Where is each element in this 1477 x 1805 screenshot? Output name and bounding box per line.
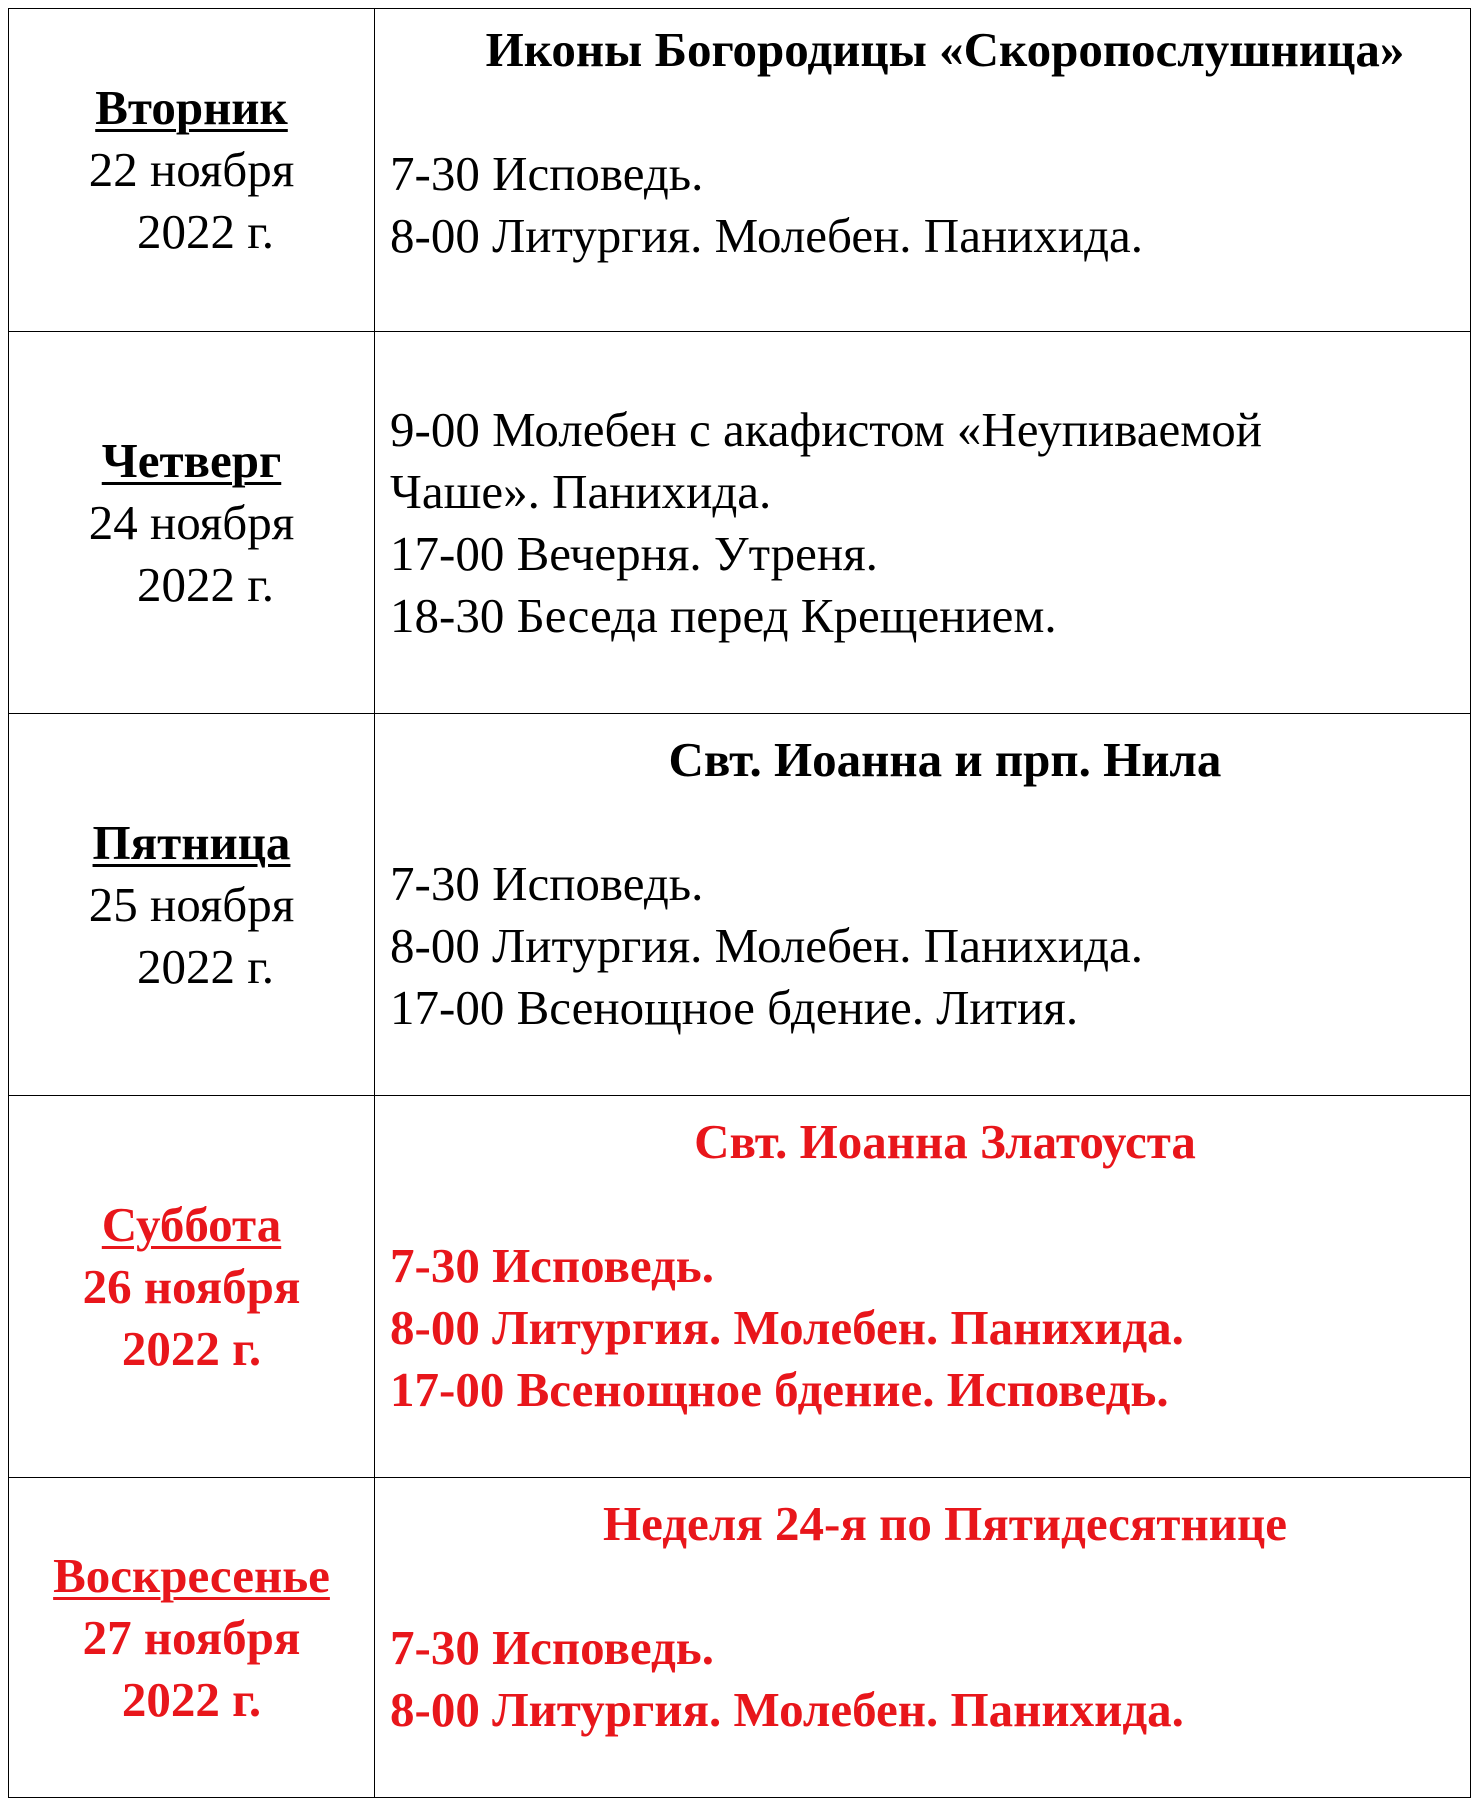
day-cell [9,332,375,714]
day-name: Воскресенье [53,1547,330,1603]
spacer [390,81,1460,143]
schedule-row-saturday [9,1096,1471,1478]
day-name: Четверг [101,432,282,488]
day-year: 2022 г. [136,938,275,994]
day-year: 2022 г. [136,556,275,612]
feast-title: Свт. Иоанна Златоуста [694,1114,1196,1169]
day-date: 24 ноября [88,494,295,550]
services-cell [375,1478,1471,1798]
services-cell [375,714,1471,1096]
schedule-table [8,8,1471,1798]
service-line: 9-00 Молебен с акафистом «Неупиваемой Чаше». Панихида. [390,401,1262,519]
service-line: 7-30 Исповедь. [390,146,704,201]
day-year: 2022 г. [121,1671,262,1727]
service-line: 8-00 Литургия. Молебен. Панихида. [390,918,1144,973]
spacer [390,1555,1460,1617]
day-date: 27 ноября [82,1609,301,1665]
service-line: 7-30 Исповедь. [390,1620,714,1675]
schedule-row-friday [9,714,1471,1096]
services-cell [375,332,1471,714]
service-line: 17-00 Всенощное бдение. Лития. [390,980,1079,1035]
schedule-row-tuesday [9,9,1471,332]
service-line: 8-00 Литургия. Молебен. Панихида. [390,208,1144,263]
day-year: 2022 г. [121,1320,262,1376]
feast-title: Неделя 24-я по Пятидесятнице [603,1496,1287,1551]
service-line: 7-30 Исповедь. [390,856,704,911]
services-cell [375,9,1471,332]
services-cell [375,1096,1471,1478]
service-line: 8-00 Литургия. Молебен. Панихида. [390,1682,1184,1737]
feast-title: Иконы Богородицы «Скоропослушница» [485,22,1405,77]
feast-title: Свт. Иоанна и прп. Нила [668,732,1222,787]
day-cell [9,9,375,332]
service-line: 17-00 Всенощное бдение. Исповедь. [390,1362,1169,1417]
spacer [390,1173,1460,1235]
day-date: 26 ноября [82,1258,301,1314]
service-line: 8-00 Литургия. Молебен. Панихида. [390,1300,1184,1355]
day-cell [9,1478,375,1798]
day-year: 2022 г. [136,204,275,259]
day-name: Пятница [92,814,291,870]
day-date: 22 ноября [88,142,295,197]
day-date: 25 ноября [88,876,295,932]
service-line: 18-30 Беседа перед Крещением. [390,587,1057,643]
service-line: 17-00 Вечерня. Утреня. [390,525,878,581]
day-name: Вторник [95,80,288,135]
schedule-row-thursday [9,332,1471,714]
day-cell [9,1096,375,1478]
spacer [390,791,1460,853]
service-line: 7-30 Исповедь. [390,1238,714,1293]
day-name: Суббота [101,1196,282,1252]
day-cell [9,714,375,1096]
schedule-row-sunday [9,1478,1471,1798]
